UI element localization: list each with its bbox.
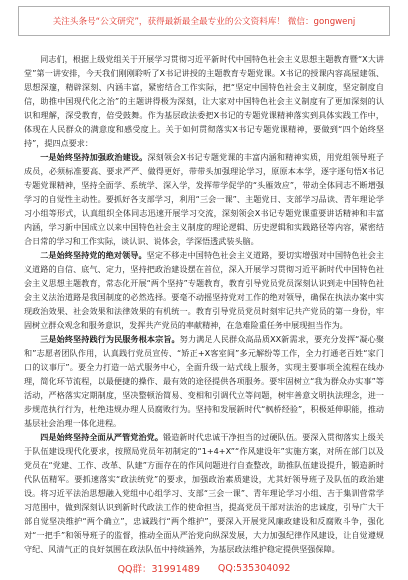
promo-banner-text: 关注头条号“公文研究”，获得最新最全最专业的公文资料库！ 微信：gongwenj [52,17,356,27]
paragraph-text: 锻造新时代忠诚干净担当的过硬队伍。要深入贯彻落实上级关于队伍建设现代化要求，按照局党员年初制定的“1+4+X”“作风建设年”实施方案，对所在部门以及党员在“党建、工作、改革、队建”方面存在的作风问题进行自查整改，助推队伍建设提升，锻造新时代队伍精军。要抓速落实“政法统党”的要求，加强政治素质建设，尤其好领导班子及队伍的政治建设。将习近平法治思想融入党组中心组学习、支部“三会一课”、青年理论学习小组、吉于集训营常学习范围中，做到深刻认识到新时代政法工作的使命担当，提高党员干部对法治的忠诚度，引导广大干部自觉坚决维护“两个确立”，忠诚践行“两个维护”，要深入开展党风廉政建设和反腐败斗争，强化对“一把手”和领导班子的监督，推动全面从严治党向纵深发展，大力加强纪律作风建设，让自觉遵规守纪、风清气正的良好氛围在政法队伍中持续涵养，为基层政法维护稳定提供坚强保障。 [24,432,384,554]
contact-footer [0,560,408,576]
paragraph-point-4 [24,430,384,556]
paragraph-text: 同志们，根据上级党组关于开展学习贯彻习近平新时代中国特色社会主义思想主题教育暨“X大讲堂”第一讲安排，今天我们刚刚聆听了X书记讲授的主题教育专题党课。X书记的授课内容高屋建瓴、思想深邃，精辟深刻、内涵丰富，紧密结合工作实际，把“坚定中国特色社会主义制度，坚定制度自信，助推中国现代化之治”的主题讲得极为深刻，让大家对中国特色社会主义制度有了更加深刻的认识和理解，深受教育，倍受鼓舞。作为基层政法委把X书记的专题党课精神落实到具体实践工作中，体现在人民群众的满意度和感受度上。关于如何贯彻落实X书记专题党课精神，要做到“四个始终坚持”，提四点要求： [24,54,384,148]
promo-banner [18,6,390,36]
document-body [24,52,384,556]
point-heading: 二是始终坚持党的绝对领导。 [40,250,147,260]
point-heading: 一是始终坚持加强政治建设。 [40,152,148,162]
paragraph-point-3 [24,332,384,430]
qq-group-number: QQ群：31991489 [117,564,200,575]
point-heading: 三是始终坚持践行为民服务根本宗旨。 [40,334,180,344]
paragraph-point-1 [24,150,384,248]
paragraph-text: 深刻领会X书记专题党课的丰富内涵和精神实质，用党组领导班子成员，必须标准要高、要求严严、做得更好，带带头加强理论学习，原原本本学，逐字逐句悟X书记专题党课精神，坚持全面学、系统学、深入学，发挥带学促学的“头雁效应”，带动全体同志不断增强学习的自觉性主动性。要抓好各支部学习，利用“三会一课”、主题党日、支部学习品读、青年理论学习小组等形式，认真组织全体同志迅速开展学习交流，深刻领会X书记专题党课重要讲话精神和丰富内涵，学习新中国成立以来中国特色社会主义制度的理论逻辑、历史逻辑和实践路径等内容，紧密结合日常的学习和工作实际，谈认识、说体会，学深悟透武装头脑。 [24,152,384,246]
qq-contact-number: QQ:535304092 [217,562,291,574]
paragraph-text: 坚定不移走中国特色社会主义道路，要切实增强对中国特色社会主义道路的自信、底气、定力，坚持把政治建设摆在首位，深入开展学习贯彻习近平新时代中国特色社会主义思想主题教育，常态化开展“两个坚持”专题教育，教育引导党员党员深刻认识到走中国特色社会主义法治道路是我国制度的必然选择。要毫不动摇坚持党对工作的绝对领导，确保在执法办案中实现政治效果、社会效果和法律效果的有机统一。教育引导党员党员时刻牢记共产党员的第一身份，牢固树立群众观念和服务意识，发挥共产党员的率献精神，在急难险重任务中展现担当作为。 [24,250,384,330]
paragraph-point-2 [24,248,384,332]
point-heading: 四是始终坚持全面从严管党治党。 [40,432,164,442]
paragraph-text: 努力满足人民群众高品质XX新需求，要充分发挥“凝心聚和”志愿者团队作用，认真践行党员宣传、“矫正+X客室间”多元解纷等工作，全力打通老百姓“家门口的议事厅”。要全力打造一站式服务中心，全面升级一站式线上服务，实现主要事项全流程在线办理，简化环节流程，以最便捷的操作、最有效的途径提供各项服务。要牢固树立“我为群众办实事”等活动，严格落实定期制度，坚决整顿治简易、变相和引调代立等问题，树牢善意文明执法理念，进一步规范执行行为，杜绝违规办理人员腐败行为。坚持和发展新时代“枫桥经验”，积极延伸职能，推动基层社会治理一体化进程。 [24,334,384,428]
paragraph-intro [24,52,384,150]
